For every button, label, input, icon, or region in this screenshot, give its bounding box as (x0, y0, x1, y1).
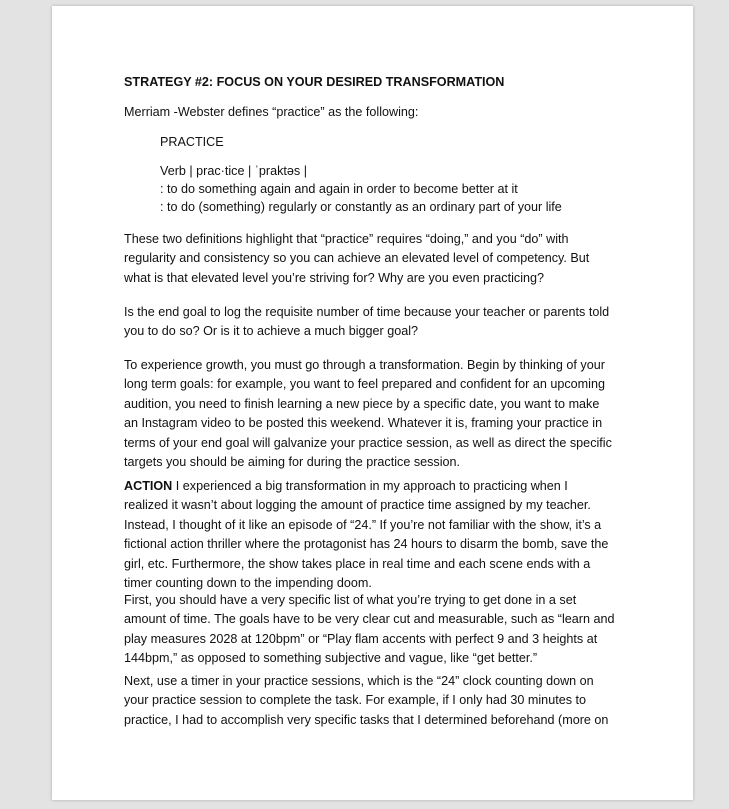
text-line: These two definitions highlight that “practice” requires “doing,” and you “do” with (124, 232, 569, 246)
text-line: what is that elevated level you’re striving for? Why are you even practicing? (124, 270, 545, 285)
action-first-line: I experienced a big transformation in my approach to practicing when I (172, 479, 568, 493)
heading-text: STRATEGY #2: FOCUS ON YOUR DESIRED TRANSFORMATION (124, 75, 505, 89)
paragraph-1 (124, 230, 589, 288)
text-line: First, you should have a very specific list of what you’re trying to get done in a set (124, 593, 577, 607)
text-line: 144bpm,” as opposed to something subjective and vague, like “get better.” (124, 651, 538, 666)
paragraph-2 (124, 303, 609, 342)
text-line: audition, you need to finish learning a new piece by a specific date, you want to make (124, 396, 600, 411)
word-text: PRACTICE (160, 135, 224, 149)
definition-word (160, 133, 224, 152)
text-line: amount of time. The goals have to be very clear cut and measurable, such as “learn and (124, 612, 615, 627)
text-line: practice, I had to accomplish very specific tasks that I determined beforehand (more on (124, 712, 609, 727)
document-page (52, 6, 693, 800)
text-line (124, 477, 608, 496)
paragraph-5 (124, 591, 615, 669)
text-line: timer counting down to the impending doom. (124, 575, 372, 590)
text-line: Instead, I thought of it like an episode of “24.” If you’re not familiar with the show, it’s a (124, 517, 602, 532)
paragraph-6 (124, 672, 608, 730)
text-line: you to do so? Or is it to achieve a much bigger goal? (124, 324, 419, 339)
definition-line: Verb | prac·tice | ˈpraktəs | (160, 164, 307, 178)
text-line: Next, use a timer in your practice sessions, which is the “24” clock counting down on (124, 674, 594, 688)
definition-line: : to do (something) regularly or constantly as an ordinary part of your life (160, 200, 562, 214)
action-paragraph (124, 477, 608, 593)
intro-paragraph (124, 103, 418, 122)
definition-lines (160, 162, 562, 216)
text-line: regularity and consistency so you can achieve an elevated level of competency. But (124, 251, 590, 266)
definition-line: : to do something again and again in order to become better at it (160, 182, 518, 196)
text-line: girl, etc. Furthermore, the show takes place in real time and each scene ends with a (124, 556, 591, 571)
text-line: targets you should be aiming for during the practice session. (124, 454, 461, 469)
paragraph-3 (124, 356, 612, 472)
text-line: terms of your end goal will galvanize your practice session, as well as direct the specific (124, 435, 612, 450)
text-line: realized it wasn’t about logging the amount of practice time assigned by my teacher. (124, 498, 591, 513)
text-line: your practice session to complete the task. For example, if I only had 30 minutes to (124, 693, 586, 708)
text-line: fictional action thriller where the protagonist has 24 hours to disarm the bomb, save the (124, 537, 609, 552)
text-line: an Instagram video to be posted this weekend. Whatever it is, framing your practice in (124, 416, 603, 431)
text-line: long term goals: for example, you want to feel prepared and confident for an upcoming (124, 377, 605, 392)
intro-text: Merriam -Webster defines “practice” as the following: (124, 105, 419, 119)
text-line: play measures 2028 at 120bpm” or “Play flam accents with perfect 9 and 3 heights at (124, 631, 598, 646)
text-line: To experience growth, you must go through a transformation. Begin by thinking of your (124, 358, 605, 372)
text-line: Is the end goal to log the requisite number of time because your teacher or parents told (124, 305, 610, 319)
action-label: ACTION (124, 479, 173, 493)
section-heading (124, 73, 504, 92)
